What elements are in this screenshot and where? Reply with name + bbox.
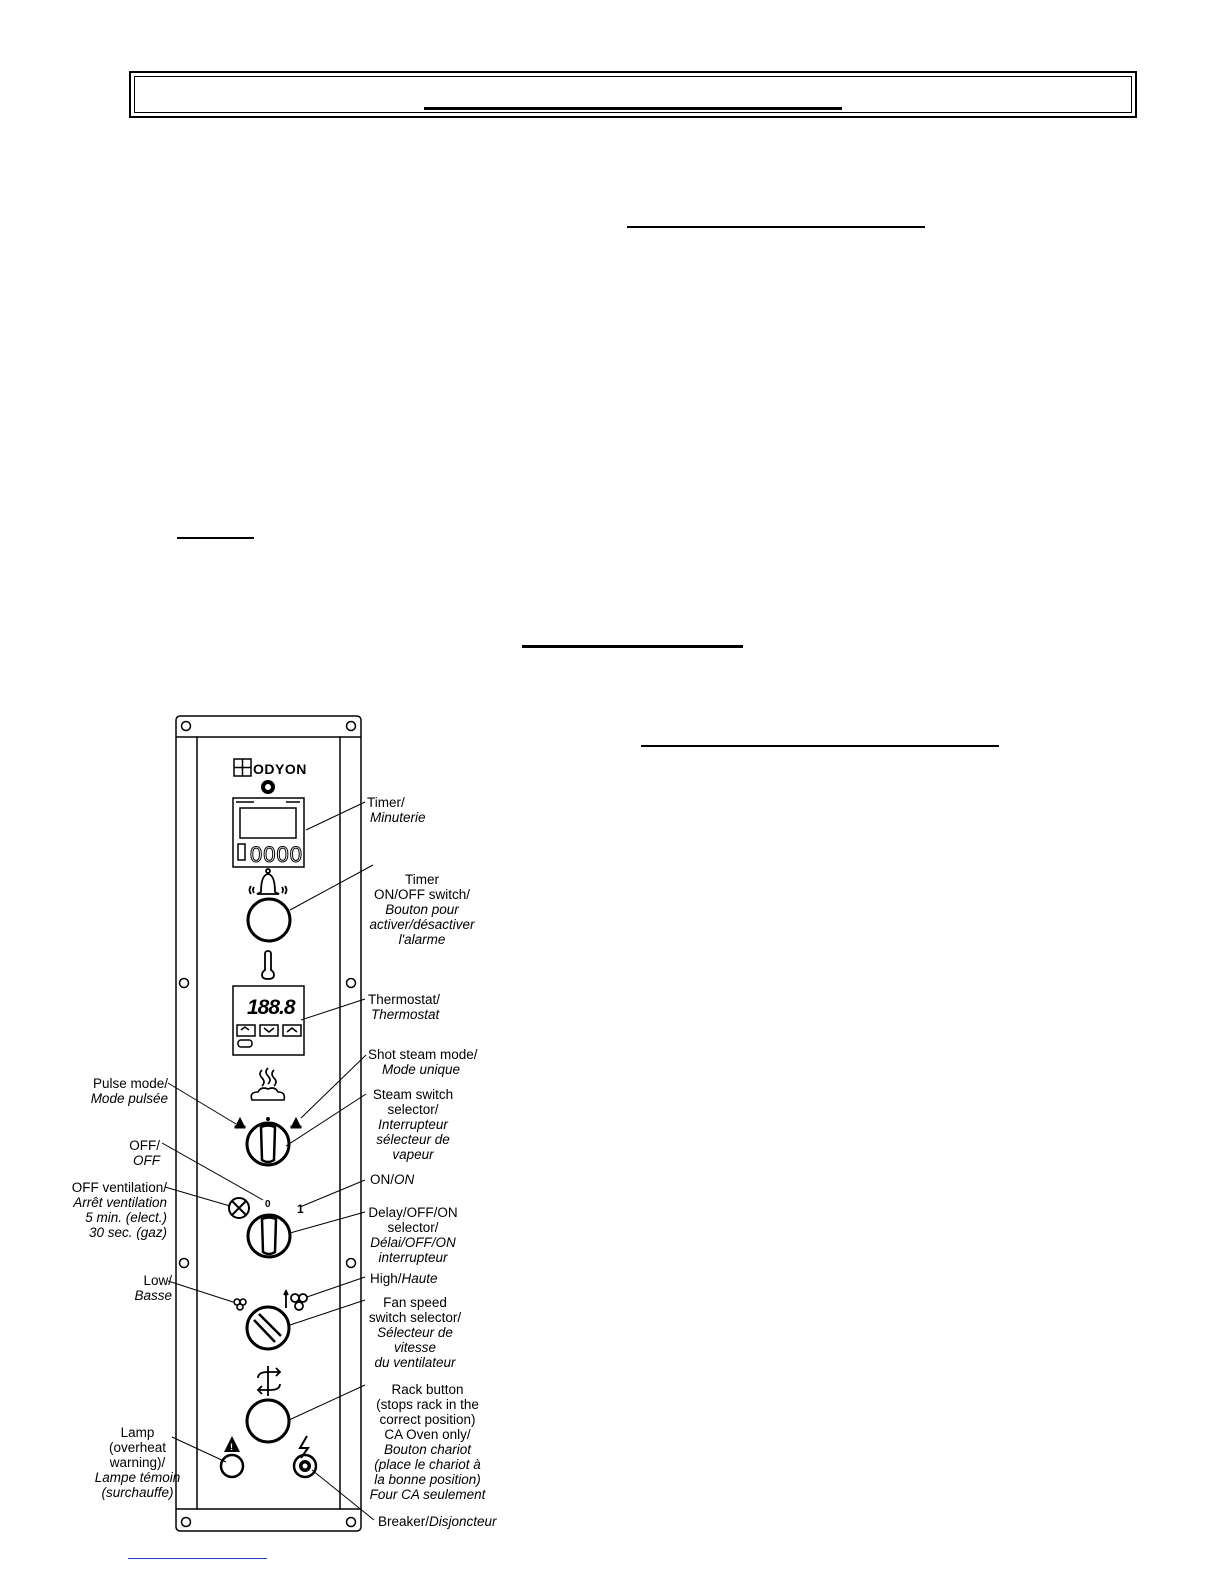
label-timer-switch: Timer ON/OFF switch/ Bouton pour activer/désactiver l'alarme [369,872,475,947]
mount-hole [347,1259,356,1268]
fan-speed-knob [247,1307,289,1349]
label-breaker: Breaker/Disjoncteur [378,1514,497,1529]
label-off-ventilation: OFF ventilation/ Arrêt ventilation 5 min. (elect.) 30 sec. (gaz) [71,1180,167,1240]
rack-button [247,1400,289,1442]
pulse-mode-icon [235,1118,245,1128]
mount-hole [182,1518,191,1527]
steam-selector-knob [247,1123,289,1165]
label-high: High/Haute [370,1271,438,1286]
mount-hole [180,1259,189,1268]
mount-hole [347,722,356,731]
thermostat-display-digits: 188.8 [247,996,295,1019]
logo-text: ODYON [253,761,307,777]
label-thermostat: Thermostat/ Thermostat [368,992,441,1022]
rack-rotate-icon [258,1366,280,1396]
label-rack-button: Rack button (stops rack in the correct position) CA Oven only/ Bouton chariot (place le chariot à la bonne position) Four CA seulement [369,1382,486,1502]
mount-hole [347,979,356,988]
bell-icon [250,869,287,894]
label-fan-speed: Fan speed switch selector/ Sélecteur de vitesse du ventilateur [368,1295,462,1370]
label-low: Low/ Basse [134,1273,172,1303]
warning-triangle-icon [224,1436,240,1452]
label-shot-steam: Shot steam mode/ Mode unique [368,1047,478,1077]
label-timer: Timer/ Minuterie [367,795,426,825]
mount-hole [180,979,189,988]
delay-off-mark: 0 [265,1199,271,1210]
label-on: ON/ON [370,1172,415,1187]
steam-icon [251,1068,284,1100]
brand-logo [234,759,251,776]
timer-switch-button [248,899,290,941]
label-pulse-mode: Pulse mode/ Mode pulsée [90,1076,168,1106]
thermometer-icon [262,951,274,979]
delay-on-mark: 1 [297,1202,304,1216]
overheat-lamp [221,1455,243,1477]
label-lamp: Lamp (overheat warning)/ Lampe témoin (surchauffe) [94,1425,181,1500]
mount-hole [182,722,191,731]
delay-selector-knob [248,1215,290,1257]
breaker-button [294,1455,316,1477]
fan-high-icon [284,1291,307,1310]
fan-low-icon [234,1299,246,1310]
fan-off-icon [229,1198,249,1218]
timer-display-digits: 0000 [250,842,303,867]
label-off: OFF/ OFF [129,1138,160,1168]
shot-steam-icon [291,1118,301,1128]
label-steam-switch: Steam switch selector/ Interrupteur sélecteur de vapeur [372,1087,454,1162]
mount-hole [347,1518,356,1527]
label-delay-selector: Delay/OFF/ON selector/ Délai/OFF/ON interrupteur [368,1205,458,1265]
svg-text:!: ! [230,1442,233,1452]
